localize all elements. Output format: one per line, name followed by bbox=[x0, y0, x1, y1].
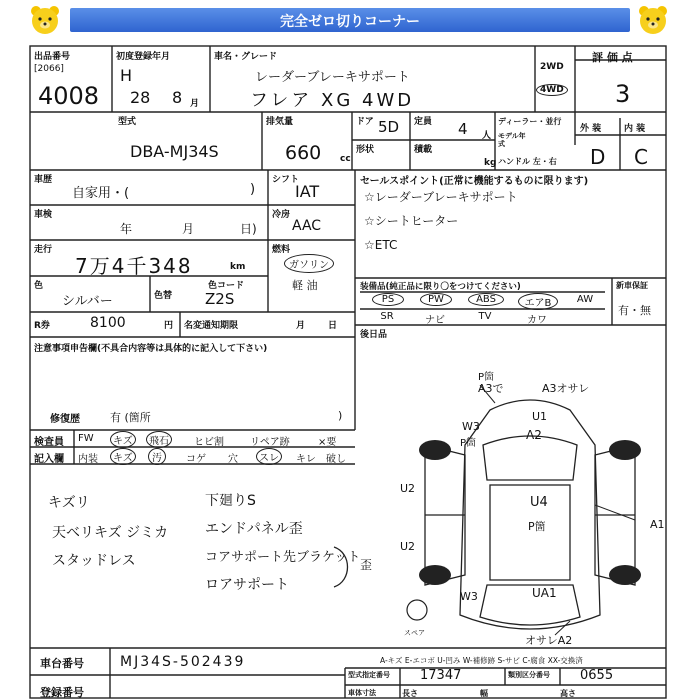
lot-number: 4008 bbox=[38, 82, 100, 110]
color-code-label: 色コード bbox=[208, 281, 245, 291]
kg-unit: kg bbox=[484, 158, 497, 168]
lot-label: 出品番号 bbox=[34, 52, 71, 62]
equip-label: 装備品(純正品に限り〇をつけてください) bbox=[360, 282, 521, 292]
use-label: 車歴 bbox=[34, 175, 53, 185]
grade-line1: レーダーブレーキサポート bbox=[255, 70, 410, 85]
mark-top-a: P箇 bbox=[478, 372, 495, 383]
note-right-4: ロアサポート bbox=[205, 577, 289, 593]
mark-u2-left-2: U2 bbox=[400, 540, 416, 553]
dim-length: 長さ bbox=[402, 689, 418, 698]
mark-u1: U1 bbox=[532, 410, 548, 423]
repair-close: ) bbox=[338, 409, 343, 422]
check-burn: コゲ bbox=[186, 454, 206, 465]
equip-tv: TV bbox=[478, 311, 492, 322]
color-change-label: 色替 bbox=[154, 291, 173, 301]
int-grade: C bbox=[634, 145, 648, 169]
model-cert-value: 17347 bbox=[420, 668, 462, 683]
mark-rear-note: オサレA2 bbox=[525, 634, 573, 647]
sales-point-1: ☆レーダーブレーキサポート bbox=[364, 190, 518, 204]
handle-label: ハンドル 左・右 bbox=[498, 157, 557, 166]
mark-p-mid: P箇 bbox=[528, 520, 546, 533]
mark-a2: A2 bbox=[526, 428, 542, 442]
mark-w3-front: W3 bbox=[462, 420, 480, 433]
use-value: 自家用・( bbox=[72, 186, 130, 201]
use-close: ) bbox=[250, 182, 256, 197]
car-label: 車名・グレード bbox=[214, 52, 278, 62]
class-value: 0655 bbox=[580, 668, 614, 683]
class-label: 類別区分番号 bbox=[508, 671, 550, 679]
inspection-label: 車検 bbox=[34, 210, 53, 220]
drive-2wd: 2WD bbox=[540, 62, 564, 72]
check-cut: キレ bbox=[296, 454, 316, 465]
ext-label: 外 装 bbox=[580, 124, 602, 134]
shape-label: 形状 bbox=[356, 145, 375, 155]
check-wear: スレ bbox=[256, 448, 282, 465]
era: H bbox=[120, 66, 133, 85]
deadline-day: 日 bbox=[328, 321, 338, 331]
sales-label: セールスポイント(正常に機能するものに限ります) bbox=[360, 176, 589, 187]
model-year-label: モデル年式 bbox=[498, 132, 526, 148]
model-label: 型式 bbox=[118, 117, 137, 127]
dim-width: 幅 bbox=[480, 689, 488, 698]
rear-seat-label: 後日品 bbox=[360, 330, 388, 340]
fuel-label: 燃料 bbox=[272, 245, 291, 255]
chassis-value: MJ34S-502439 bbox=[120, 654, 246, 670]
cc-unit: cc bbox=[340, 154, 351, 164]
mark-spare: スペア bbox=[404, 629, 425, 637]
mark-u4: U4 bbox=[530, 495, 548, 510]
check-fw: FW bbox=[78, 433, 94, 444]
dim-label: 車体寸法 bbox=[348, 689, 376, 697]
check-dirt: 汚 bbox=[148, 448, 166, 465]
yen-unit: 円 bbox=[164, 321, 174, 331]
insp-year: 年 bbox=[120, 222, 133, 236]
check-int-scratch: キズ bbox=[110, 448, 136, 465]
insp-day: 日) bbox=[240, 222, 257, 236]
mark-top-c: A3オサレ bbox=[542, 382, 590, 395]
drive-4wd: 4WD bbox=[536, 84, 568, 96]
model-value: DBA-MJ34S bbox=[130, 142, 219, 161]
eval-score: 3 bbox=[615, 80, 631, 108]
month: 8 bbox=[172, 88, 183, 107]
equip-airbag: エアB bbox=[518, 293, 558, 310]
equip-leather: カワ bbox=[527, 315, 547, 326]
recycle-value: 8100 bbox=[90, 315, 126, 331]
person-unit: 人 bbox=[482, 131, 492, 141]
fuel-gasoline: ガソリン bbox=[284, 254, 334, 273]
lot-sub: [2066] bbox=[34, 64, 64, 74]
inspector-label: 検査員 bbox=[34, 437, 64, 448]
repair-label: 修復歴 bbox=[50, 414, 80, 425]
load-label: 積載 bbox=[414, 145, 433, 155]
mileage-value: 7万4千348 bbox=[75, 254, 193, 278]
color-code-value: Z2S bbox=[205, 290, 235, 308]
check-scratch: キズ bbox=[110, 431, 136, 448]
ac-value: AAC bbox=[292, 218, 322, 234]
mileage-label: 走行 bbox=[34, 245, 53, 255]
equip-navi: ナビ bbox=[425, 315, 445, 326]
check-crack: ヒビ割 bbox=[194, 437, 224, 448]
check-chip: 飛石 bbox=[146, 431, 172, 448]
dealer-label: ディーラー・並行 bbox=[498, 117, 562, 126]
notes-label: 注意事項申告欄(不具合内容等は具体的に記入して下さい) bbox=[34, 344, 268, 354]
displacement-label: 排気量 bbox=[266, 117, 294, 127]
capacity-label: 定員 bbox=[414, 117, 433, 127]
reg-label: 登録番号 bbox=[40, 686, 84, 699]
km-unit: km bbox=[230, 262, 246, 272]
color-label: 色 bbox=[34, 281, 44, 291]
note-right-extra: 歪 bbox=[360, 558, 373, 572]
fuel-light-oil: 軽 油 bbox=[292, 279, 318, 292]
sales-point-3: ☆ETC bbox=[364, 238, 398, 252]
ac-label: 冷房 bbox=[272, 210, 291, 220]
mark-p-front: P箇 bbox=[460, 438, 477, 449]
check-repair: リペア跡 bbox=[250, 437, 290, 448]
note-right-1: 下廻りS bbox=[205, 493, 256, 509]
equip-ps: PS bbox=[372, 293, 404, 306]
note-right-2: エンドパネル歪 bbox=[205, 521, 303, 537]
note-left-2: 天ベリキズ ジミカ bbox=[52, 525, 169, 541]
shift-label: シフト bbox=[272, 175, 300, 185]
shift-value: IAT bbox=[295, 182, 320, 201]
color-value: シルバー bbox=[62, 294, 113, 309]
eval-label: 評 価 点 bbox=[592, 51, 633, 64]
mark-top-b: A3で bbox=[478, 382, 504, 395]
mark-ua1: UA1 bbox=[532, 586, 557, 600]
displacement-value: 660 bbox=[285, 142, 322, 164]
recycle-label: R券 bbox=[34, 321, 50, 331]
legend: A-キズ E-エコボ U-凹み W-補修跡 S-サビ C-腐食 XX-交換済 bbox=[380, 656, 583, 665]
note-right-3: コアサポート先ブラケット bbox=[205, 550, 361, 565]
equip-aw: AW bbox=[576, 294, 594, 305]
insp-month: 月 bbox=[182, 222, 195, 236]
chassis-label: 車台番号 bbox=[40, 657, 84, 670]
mark-u2-left: U2 bbox=[400, 482, 416, 495]
month-unit: 月 bbox=[190, 99, 200, 109]
dim-height: 高さ bbox=[560, 689, 576, 698]
new-car-value: 有・無 bbox=[618, 304, 651, 317]
page-title: 完全ゼロ切りコーナー bbox=[280, 14, 420, 30]
deadline-label: 名変通知期限 bbox=[184, 321, 239, 331]
int-label: 内 装 bbox=[624, 124, 646, 134]
note-left-1: キズリ bbox=[48, 495, 90, 511]
bracket-mark-icon bbox=[330, 545, 360, 590]
check-hole: 穴 bbox=[228, 454, 238, 465]
record-label: 記入欄 bbox=[34, 454, 64, 465]
deadline-month: 月 bbox=[296, 321, 306, 331]
check-interior: 内装 bbox=[78, 454, 98, 465]
mark-a1: A1 bbox=[650, 518, 665, 531]
equip-pw: PW bbox=[420, 293, 452, 306]
grade-line2: フレア XG 4WD bbox=[250, 90, 415, 111]
new-car-label: 新車保証 bbox=[616, 281, 648, 290]
sales-point-2: ☆シートヒーター bbox=[364, 214, 459, 228]
check-tear: 破し bbox=[326, 454, 346, 465]
capacity-value: 4 bbox=[458, 120, 468, 138]
first-reg-label: 初度登録年月 bbox=[116, 52, 171, 62]
model-cert-label: 型式指定番号 bbox=[348, 671, 390, 679]
check-need: ×要 bbox=[318, 437, 337, 448]
ext-grade: D bbox=[590, 145, 606, 169]
note-left-3: スタッドレス bbox=[52, 553, 136, 569]
equip-sr: SR bbox=[380, 311, 394, 322]
doors-value: 5D bbox=[378, 118, 400, 136]
repair-value: 有 (箇所 bbox=[110, 411, 151, 424]
year: 28 bbox=[130, 88, 151, 107]
equip-abs: ABS bbox=[468, 293, 504, 306]
mark-w3-rear: W3 bbox=[460, 590, 478, 603]
doors-label: ドア bbox=[356, 117, 374, 127]
